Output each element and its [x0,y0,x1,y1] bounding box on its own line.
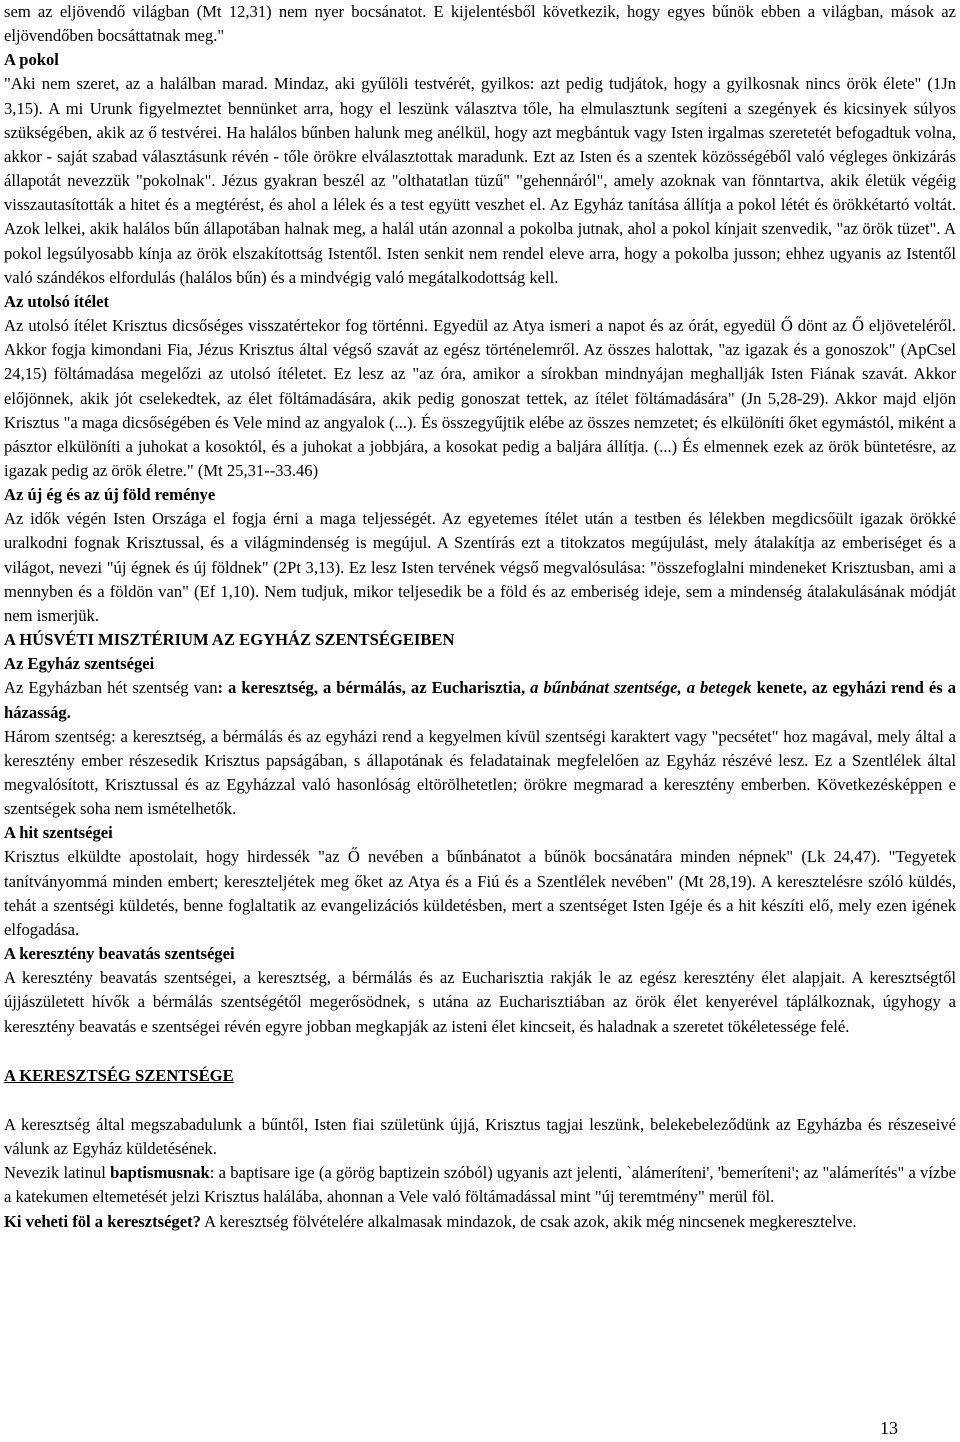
text-run: kenete, az egyházi rend és a házasság. [4,678,956,722]
paragraph: A keresztség által megszabadulunk a bűntől, Isten fiai születünk újjá, Krisztus tagjai leszünk, belekebeleződünk az Egyházba és részeseivé válunk az Egyház küldetésének. [4,1114,956,1159]
paragraph: Három szentség: a keresztség, a bérmálás és az egyházi rend a kegyelmen kívül szentségi karaktert vagy "pecsétet" hoz magával, mely által a keresztény ember részesedik Krisztus papságában, s állapotának és feladatainak megfelelően az Egyház részévé lesz. Ez a Szentlélek által megvalósított, Krisztussal és az Egyházzal való hasonlóság eltörölhetetlen; örökre megmarad a keresztény emberben. Következésképpen e szentségek soha nem ismételhetők. [4,726,956,819]
text-run: Nevezik latinul [4,1163,111,1183]
document-page [4,0,956,1234]
text-run: Ki veheti föl a keresztséget? [4,1211,201,1231]
section-heading: A HÚSVÉTI MISZTÉRIUM AZ EGYHÁZ SZENTSÉGEIBEN [4,630,455,650]
paragraph: Krisztus elküldte apostolait, hogy hirdessék "az Ő nevében a bűnbánatot a bűnök bocsánatára minden népnek" (Lk 24,47). "Tegyetek tanítványommá minden embert; kereszteljétek meg őket az Atya és a Fiú és a Szentlélek nevében" (Mt 28,19). A keresztelésre szóló küldés, tehát a szentségi küldetés, benne foglaltatik az evangelizációs küldetésben, mert a szentséget Isten Igéje és a hit készíti elő, mely ezen igének elfogadása. [4,847,956,939]
page-number: 13 [880,1418,898,1438]
chapter-title: A KERESZTSÉG SZENTSÉGE [4,1065,234,1085]
paragraph: Az idők végén Isten Országa el fogja érni a maga teljességét. Az egyetemes ítélet után a testben és lélekben megdicsőült igazak örökké uralkodni fognak Krisztussal, és a világmindenség is megújul. A Szentírás ezt a titokzatos megújulást, mely átalakítja az emberiséget és a világot, nevezi "új égnek és új földnek" (2Pt 3,13). Ez lesz Isten tervének végső megvalósulása: "összefoglalni mindeneket Krisztusban, ami a mennyben és a földön van" (Ef 1,10). Nem tudjuk, mikor teljesedik be a föld és az emberiség ideje, sem a mindenség átalakulásának módját nem ismerjük. [4,509,956,625]
text-run: A keresztség fölvételére alkalmasak mindazok, de csak azok, akik még nincsenek megkeresztelve. [200,1211,857,1231]
text-run: a bűnbánat szentsége, a betegek [530,678,752,698]
text-run: baptismusnak [110,1163,210,1183]
paragraph: "Aki nem szeret, az a halálban marad. Mindaz, aki gyűlöli testvérét, gyilkos: azt pedig tudjátok, hogy a gyilkosnak nincs örök élete" (1Jn 3,15). A mi Urunk figyelmeztet bennünket arra, hogy el leszünk választva tőle, ha elmulasztunk segíteni a szegények és kicsinyek súlyos szükségében, akik az ő testvérei. Ha halálos bűnben halunk meg anélkül, hogy azt megbántuk vagy Isten irgalmas szeretetét befogadtuk volna, akkor - saját szabad választásunk révén - tőle örökre elválasztottak maradunk. Ezt az Isten és a szentek közösségéből való végleges önkizárás állapotát nevezzük "pokolnak". Jézus gyakran beszél az "olthatatlan tüzű" "gehennáról", amely azoknak van fönntartva, akik életük végéig visszautasították a hitet és a megtérést, és ahol a lélek és a test együtt veszhet el. Az Egyház tanítása állítja a pokol létét és örökkétartó voltát. Azok lelkei, akik halálos bűn állapotában halnak meg, a halál után azonnal a pokolba jutnak, ahol a pokol kínjait szenvedik, "az örök tüzet". A pokol legsúlyosabb kínja az örök elszakítottság Istentől. Isten senkit nem rendel eleve arra, hogy a pokolba jusson; ehhez ugyanis az Istentől való szándékos elfordulás (halálos bűn) és a mindvégig való megátalkodottság kell. [4,74,956,287]
paragraph [4,676,956,724]
section-heading: Az új ég és az új föld reménye [4,485,216,505]
spacer [4,1039,956,1064]
paragraph: A keresztény beavatás szentségei, a keresztség, a bérmálás és az Eucharisztia rakják le az egész keresztény élet alapjait. A keresztségtől újjászületett hívők a bérmálás szentségétől megerősödnek, s utána az Eucharisztiában az örök élet kenyerével táplálkoznak, úgyhogy a keresztény beavatás e szentségei révén egyre jobban megkapják az isteni élet kincseit, és haladnak a szeretet tökéletessége felé. [4,968,956,1036]
text-run: Az Egyházban hét szentség van [4,678,218,698]
spacer [4,1088,956,1113]
section-heading: A hit szentségei [4,823,113,843]
paragraph: Az utolsó ítélet Krisztus dicsőséges visszatértekor fog történni. Egyedül az Atya ismeri a napot és az órát, egyedül Ő dönt az Ő eljöveteléről. Akkor fogja kimondani Fia, Jézus Krisztus által végső szavát az egész történelemről. Az összes halottak, "az igazak és a gonoszok" (ApCsel 24,15) föltámadása megelőzi az utolsó ítéletet. Ez lesz az "az óra, amikor a sírokban mindnyájan meghallják Isten Fiának szavát. Akkor előjönnek, akik jót cselekedtek, az élet föltámadására, akik pedig gonoszat tettek, az ítélet föltámadására" (Jn 5,28-29). Akkor majd eljön Krisztus "a maga dicsőségében és Vele mind az angyalok (...). És összegyűjtik elébe az összes nemzetet; és elkülöníti őket egymástól, miként a pásztor elkülöníti a juhokat a kosoktól, és a juhokat a jobbjára, a kosokat pedig a baljára állítja. (...) És elmennek ezek az örök büntetésre, az igazak pedig az örök életre." (Mt 25,31--33.46) [4,316,956,480]
section-heading: Az Egyház szentségei [4,654,155,674]
text-run: : a keresztség, a bérmálás, az Eucharisztia, [217,678,531,698]
section-heading: A keresztény beavatás szentségei [4,944,235,964]
section-heading: Az utolsó ítélet [4,291,110,311]
paragraph [4,1210,956,1234]
section-heading: A pokol [4,50,59,70]
paragraph: sem az eljövendő világban (Mt 12,31) nem nyer bocsánatot. E kijelentésből következik, hogy egyes bűnök ebben a világban, mások az eljövendőben bocsáttatnak meg." [4,2,956,46]
paragraph [4,1161,956,1209]
text-run: : a baptisare ige (a görög baptizein szóból) ugyanis azt jelenti, `alámeríteni', 'bemeríteni'; az "alámerítés" a vízbe a katekumen eltemetését jelzi Krisztus halálába, ahonnan a Vele való föltámadással mint "új teremtmény" merül föl. [4,1163,956,1207]
